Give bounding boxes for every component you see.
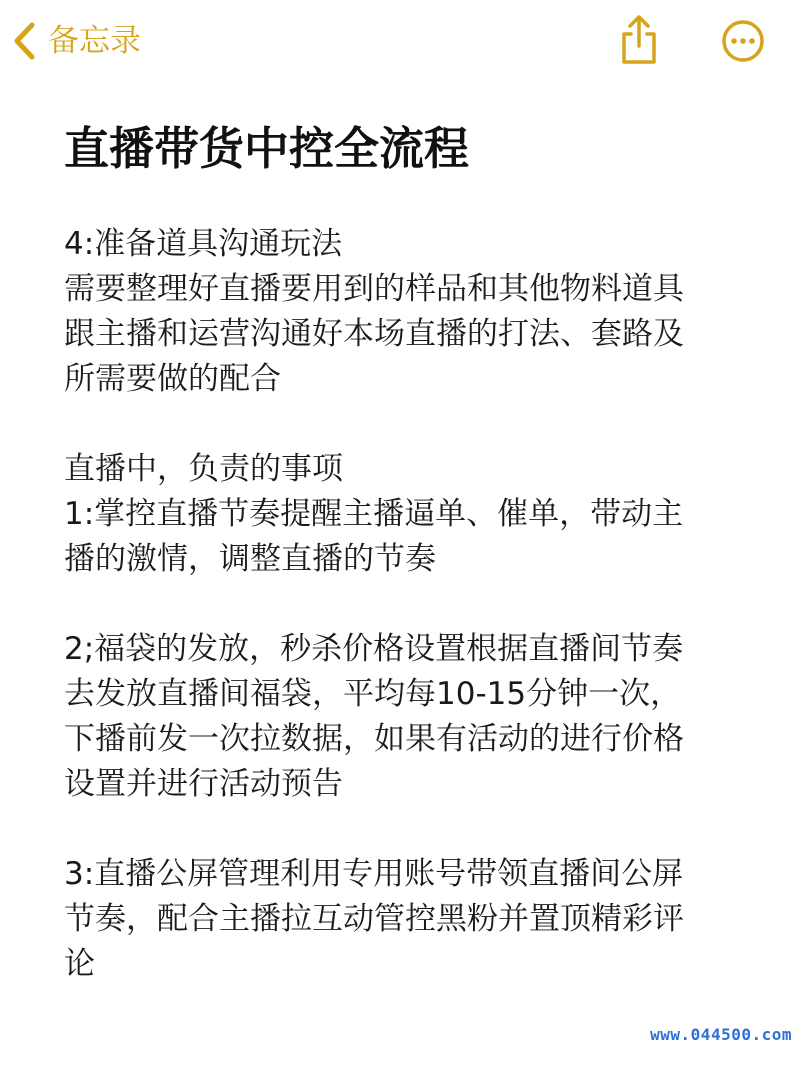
note-line: 下播前发一次拉数据，如果有活动的进行价格 (64, 721, 684, 757)
note-line: 论 (64, 946, 95, 982)
more-options-button[interactable] (721, 19, 765, 63)
note-section (64, 627, 744, 807)
more-ellipsis-icon (721, 48, 765, 67)
note-line: 1:掌控直播节奏提醒主播逼单、催单，带动主 (64, 496, 684, 532)
note-line: 设置并进行活动预告 (64, 766, 343, 802)
blank-line (64, 402, 744, 447)
note-body[interactable] (64, 222, 744, 987)
blank-line (64, 582, 744, 627)
navigation-bar (0, 0, 800, 82)
note-line: 2;福袋的发放，秒杀价格设置根据直播间节奏 (64, 631, 684, 667)
note-line: 所需要做的配合 (64, 361, 281, 397)
note-line: 节奏，配合主播拉互动管控黑粉并置顶精彩评 (64, 901, 684, 937)
blank-line (64, 807, 744, 852)
note-line: 去发放直播间福袋，平均每10-15分钟一次， (64, 676, 682, 712)
back-button[interactable] (12, 18, 141, 64)
note-section (64, 852, 744, 987)
note-line: 4:准备道具沟通玩法 (64, 226, 343, 262)
share-icon (617, 51, 661, 70)
note-section (64, 222, 744, 402)
note-line: 播的激情，调整直播的节奏 (64, 541, 436, 577)
note-section (64, 447, 744, 582)
note-line: 3:直播公屏管理利用专用账号带领直播间公屏 (64, 856, 684, 892)
note-line: 直播中，负责的事项 (64, 451, 343, 487)
back-button-label: 备忘录 (48, 23, 141, 59)
note-line: 需要整理好直播要用到的样品和其他物料道具 (64, 271, 684, 307)
note-line: 跟主播和运营沟通好本场直播的打法、套路及 (64, 316, 684, 352)
share-button[interactable] (617, 14, 661, 66)
watermark: www.044500.com (650, 1025, 792, 1044)
chevron-left-icon (12, 21, 36, 61)
note-title[interactable]: 直播带货中控全流程 (64, 122, 470, 175)
